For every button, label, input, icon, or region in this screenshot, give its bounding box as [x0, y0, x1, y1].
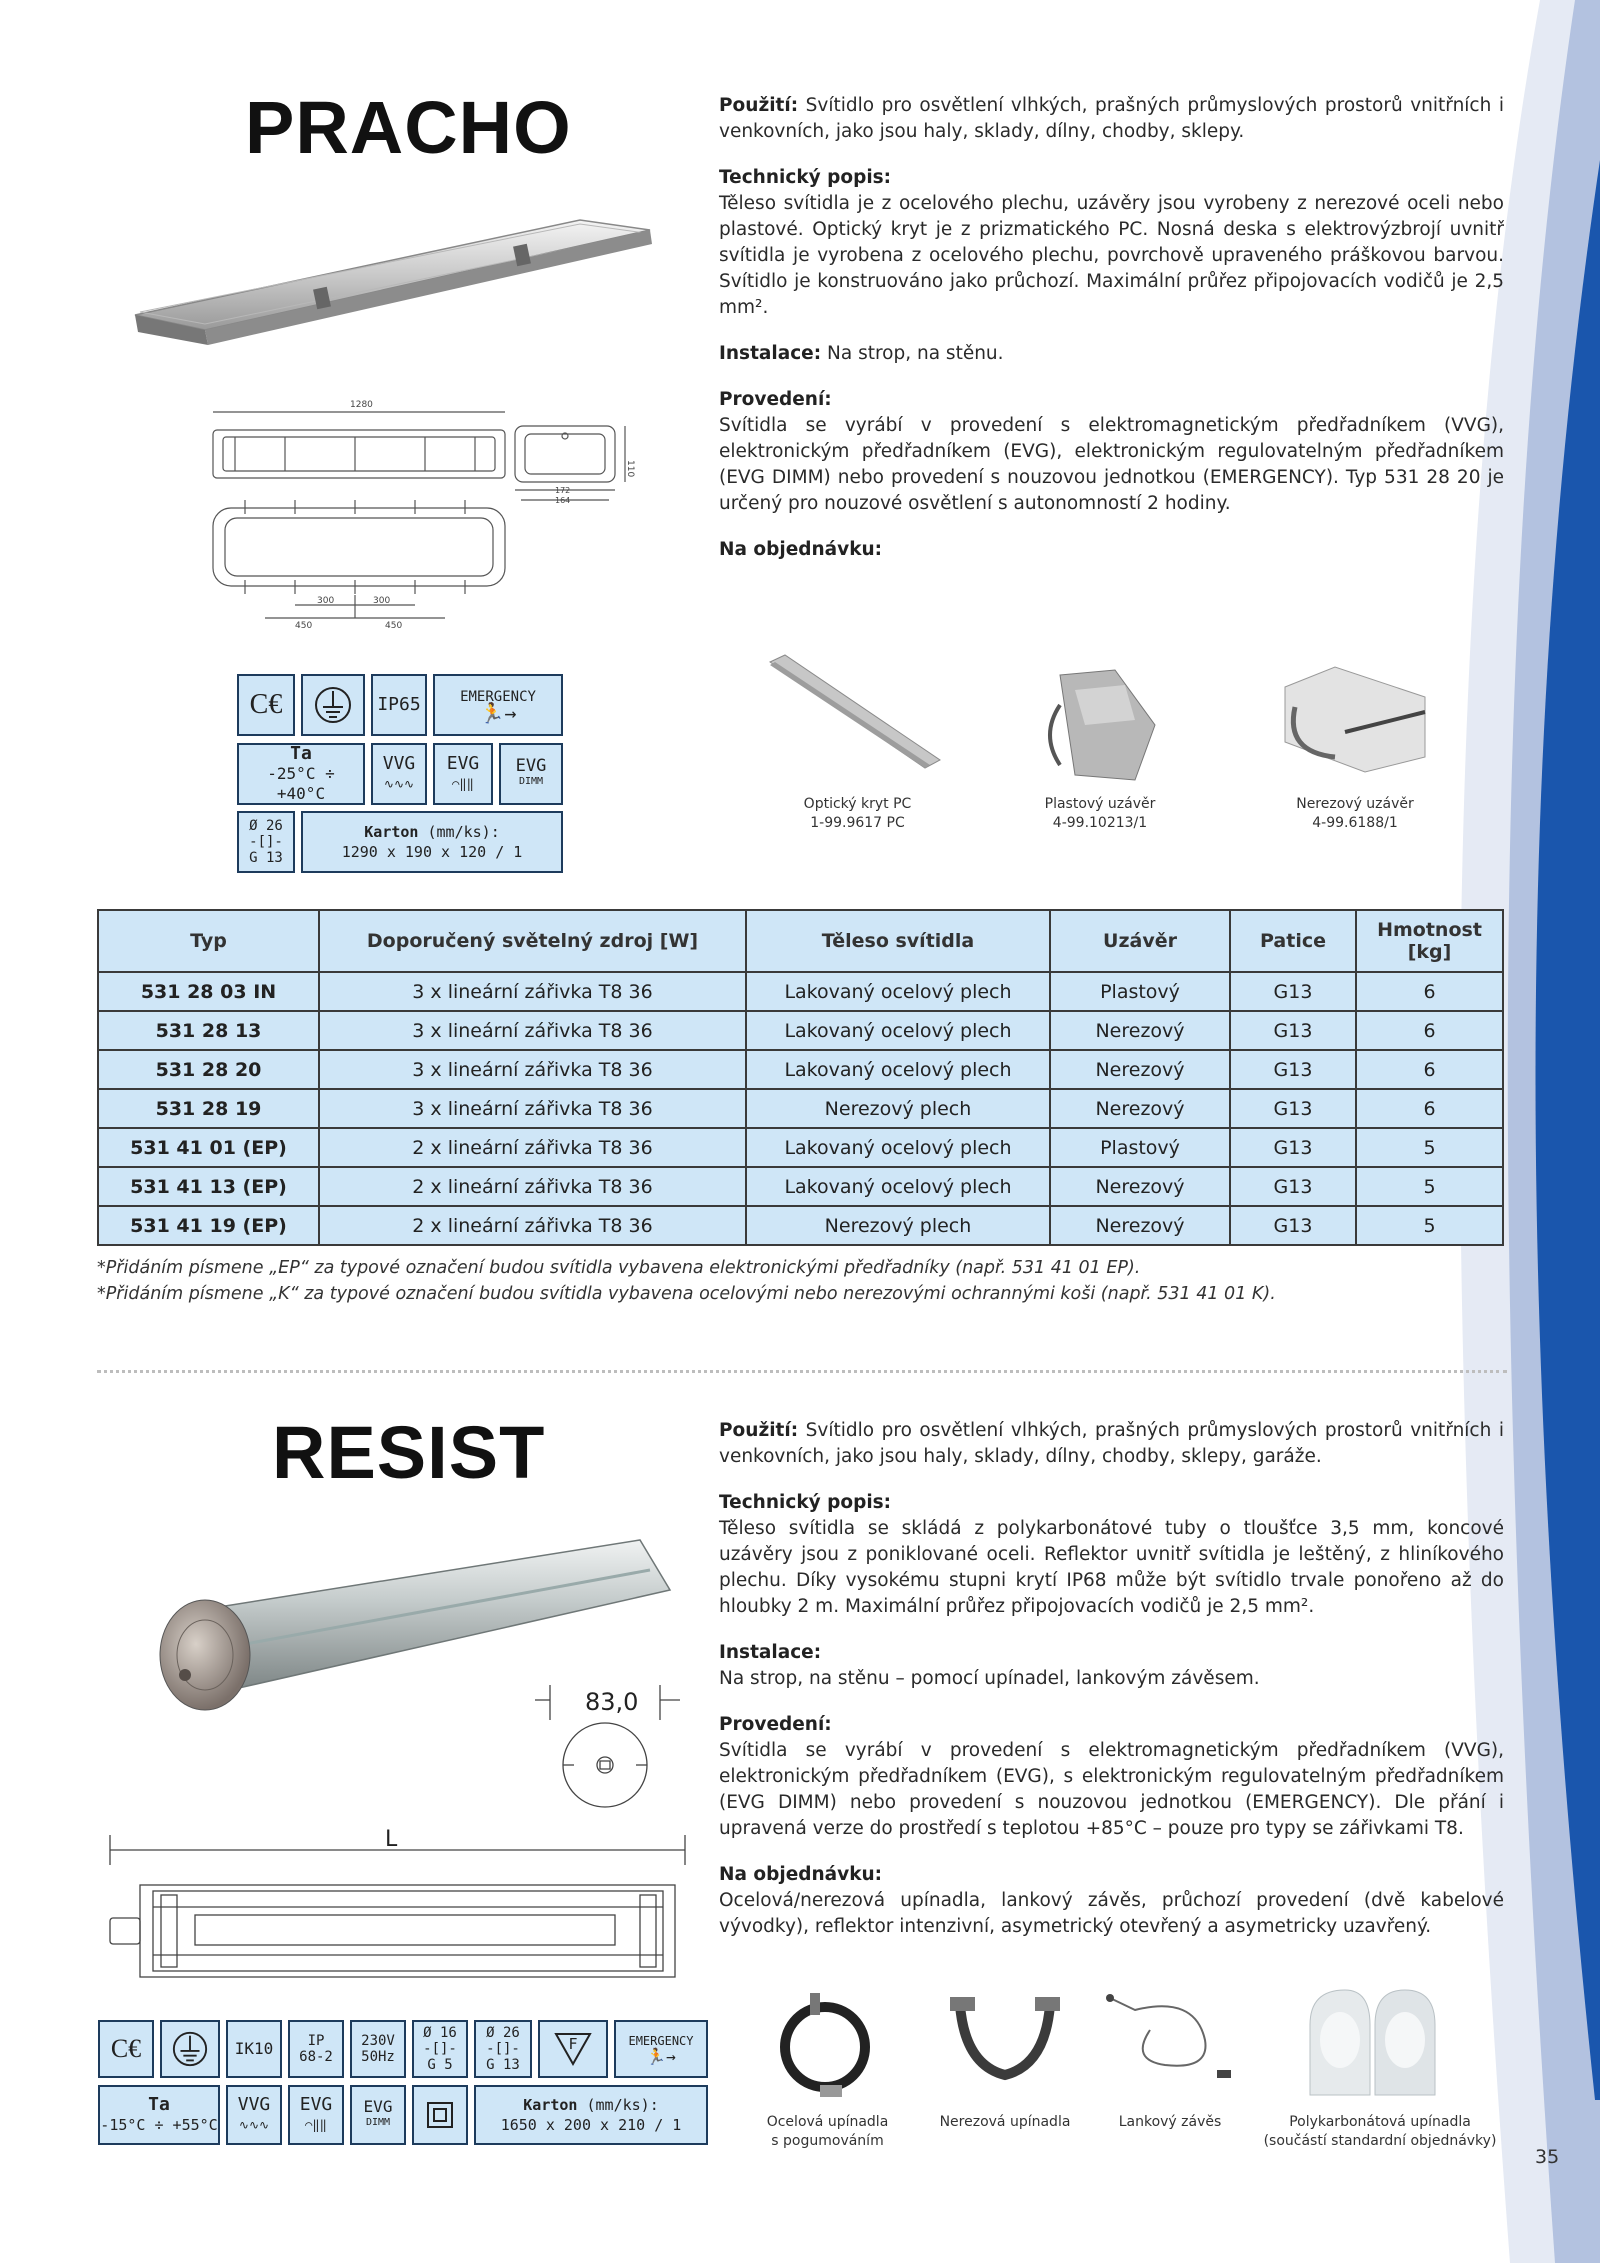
evg-badge: EVG ◠‖‖ — [288, 2085, 344, 2145]
ce-mark-icon: C€ — [237, 674, 295, 736]
col-zdroj: Doporučený světelný zdroj [W] — [319, 910, 746, 972]
accessory-caption-3: Nerezový uzávěr 4-99.6188/1 — [1296, 796, 1414, 831]
cell-hmotnost: 6 — [1356, 1089, 1503, 1128]
cell-zdroj: 2 x lineární zářivka T8 36 — [319, 1167, 746, 1206]
table-row — [98, 1050, 1503, 1089]
cell-typ: 531 41 13 (EP) — [98, 1167, 319, 1206]
wave-icon: ∿∿∿ — [383, 777, 415, 791]
pracho-instalace: Instalace: Na strop, na stěnu. — [719, 343, 1004, 364]
resist-end-view-drawing — [530, 1665, 690, 1815]
vvg-badge: VVG ∿∿∿ — [371, 743, 427, 805]
cell-uzaver: Plastový — [1050, 972, 1230, 1011]
pracho-provedeni: Provedení: Svítidla se vyrábí v provedení s elektromagnetickým předřadníkem (VVG), elektronickým předřadníkem (EVG), elektronickým regulovatelným předřadníkem (EVG DIMM) nebo provedení s nouzovou jednotkou (EMERGENCY). Typ 531 28 20 je určený pro nouzové osvětlení s autonomností 2 hodiny. — [719, 389, 1504, 514]
socket-icon: -[]- — [486, 2041, 520, 2057]
pracho-spec-table — [97, 909, 1504, 1246]
cell-uzaver: Nerezový — [1050, 1050, 1230, 1089]
socket-icon: -[]- — [249, 834, 283, 850]
cell-teleso: Nerezový plech — [746, 1089, 1050, 1128]
cell-teleso: Lakovaný ocelový plech — [746, 1050, 1050, 1089]
temperature-badge: Ta -25°C ÷ +40°C — [237, 743, 365, 805]
table-row — [98, 1206, 1503, 1245]
emergency-badge: EMERGENCY 🏃→ — [614, 2020, 708, 2078]
pracho-technical-drawing — [195, 390, 635, 630]
wave-icon: ∿∿∿ — [238, 2118, 270, 2132]
ip-rating-badge: IP65 — [371, 674, 427, 736]
polycarbonate-clamp-image — [1305, 1985, 1440, 2105]
temperature-badge: Ta -15°C ÷ +55°C — [98, 2085, 220, 2145]
dim-450b: 450 — [385, 621, 403, 630]
accessory-caption-1: Ocelová upínadla s pogumováním — [766, 2114, 889, 2149]
cell-teleso: Lakovaný ocelový plech — [746, 1167, 1050, 1206]
cell-patice: G13 — [1230, 1128, 1356, 1167]
dim-450a: 450 — [295, 621, 313, 630]
cell-uzaver: Nerezový — [1050, 1206, 1230, 1245]
dim-length: L — [385, 1827, 398, 1852]
resist-instalace: Instalace: Na strop, na stěnu – pomocí upínadel, lankovým závěsem. — [719, 1642, 1260, 1689]
table-row — [98, 1128, 1503, 1167]
col-uzaver: Uzávěr — [1050, 910, 1230, 972]
cell-hmotnost: 5 — [1356, 1128, 1503, 1167]
socket-g13-badge: Ø 26 -[]- G 13 — [474, 2020, 532, 2078]
ballast-icon: ◠‖‖ — [305, 2118, 327, 2132]
cell-patice: G13 — [1230, 972, 1356, 1011]
cell-hmotnost: 6 — [1356, 972, 1503, 1011]
cell-typ: 531 41 19 (EP) — [98, 1206, 319, 1245]
accessory-caption-3: Lankový závěs — [1118, 2114, 1222, 2130]
emergency-badge: EMERGENCY 🏃→ — [433, 674, 563, 736]
cell-zdroj: 3 x lineární zářivka T8 36 — [319, 972, 746, 1011]
cell-typ: 531 28 03 IN — [98, 972, 319, 1011]
col-typ: Typ — [98, 910, 319, 972]
pracho-description — [719, 93, 1504, 583]
accessory-caption-4: Polykarbonátová upínadla (součástí standardní objednávky) — [1263, 2114, 1497, 2149]
cell-teleso: Lakovaný ocelový plech — [746, 972, 1050, 1011]
steel-clamp-image — [765, 1985, 885, 2105]
resist-provedeni: Provedení: Svítidla se vyrábí v provedení s elektromagnetickým předřadníkem (VVG), elektronickým předřadníkem (EVG), s elektronickým regulovatelným předřadníkem (EVG DIMM) nebo provedení s nouzovou jednotkou (EMERGENCY). Dle přání i upravená verze do prostředí s teplotou +85°C – pouze pro typy se zářivkami T8. — [719, 1714, 1504, 1839]
ip-rating-badge: IP 68-2 — [288, 2020, 344, 2078]
resist-pouziti: Použití: Svítidlo pro osvětlení vlhkých, prašných průmyslových prostorů vnitřních i venkovních, jako jsou haly, sklady, dílny, chodby, sklepy, garáže. — [719, 1420, 1504, 1467]
table-row — [98, 1167, 1503, 1206]
cell-patice: G13 — [1230, 1011, 1356, 1050]
evg-dimm-badge: EVG DIMM — [350, 2085, 406, 2145]
ballast-icon: ◠‖‖ — [452, 777, 474, 791]
f-mark-badge: F — [538, 2020, 608, 2078]
pracho-notes — [97, 1255, 1507, 1307]
cell-typ: 531 41 01 (EP) — [98, 1128, 319, 1167]
col-patice: Patice — [1230, 910, 1356, 972]
plastic-end-cap-image — [1035, 665, 1160, 790]
cell-patice: G13 — [1230, 1050, 1356, 1089]
pracho-product-photo — [120, 200, 660, 360]
ce-mark-icon: C€ — [98, 2020, 154, 2078]
cell-hmotnost: 5 — [1356, 1206, 1503, 1245]
cell-typ: 531 28 20 — [98, 1050, 319, 1089]
cell-typ: 531 28 19 — [98, 1089, 319, 1128]
section-divider — [97, 1370, 1507, 1373]
socket-g5-badge: Ø 16 -[]- G 5 — [412, 2020, 468, 2078]
pracho-pouziti: Použití: Svítidlo pro osvětlení vlhkých, prašných průmyslových prostorů vnitřních i venkovních, jako jsou haly, sklady, dílny, chodby, sklepy. — [719, 95, 1504, 142]
accessory-caption-1: Optický kryt PC 1-99.9617 PC — [803, 796, 912, 831]
double-insulation-icon — [427, 2102, 453, 2128]
cable-suspension-image — [1105, 1990, 1235, 2090]
cell-patice: G13 — [1230, 1089, 1356, 1128]
note-k: *Přidáním písmene „K“ za typové označení budou svítidla vybavena ocelovými nebo nerezovými ochrannými koši (např. 531 41 01 K). — [97, 1284, 1276, 1304]
optical-cover-image — [765, 650, 945, 775]
page-number: 35 — [1535, 2146, 1560, 2168]
dim-300b: 300 — [373, 596, 391, 606]
dim-164: 164 — [555, 496, 571, 505]
table-header-row — [98, 910, 1503, 972]
cell-hmotnost: 5 — [1356, 1167, 1503, 1206]
evg-dimm-badge: EVG DIMM — [499, 743, 563, 805]
cell-hmotnost: 6 — [1356, 1050, 1503, 1089]
cell-patice: G13 — [1230, 1167, 1356, 1206]
ground-symbol-icon — [301, 674, 365, 736]
vvg-badge: VVG ∿∿∿ — [226, 2085, 282, 2145]
stainless-end-cap-image — [1275, 662, 1435, 780]
pracho-objednavka: Na objednávku: — [719, 539, 883, 560]
cell-zdroj: 3 x lineární zářivka T8 36 — [319, 1050, 746, 1089]
dim-1280: 1280 — [350, 400, 373, 410]
resist-description — [719, 1418, 1504, 1960]
dim-172: 172 — [555, 486, 571, 495]
karton-badge: Karton (mm/ks): 1650 x 200 x 210 / 1 — [474, 2085, 708, 2145]
cell-uzaver: Nerezový — [1050, 1167, 1230, 1206]
pracho-technicky-popis: Technický popis: Těleso svítidla je z ocelového plechu, uzávěry jsou vyrobeny z nerezové oceli nebo plastové. Optický kryt je z prizmatického PC. Nosná deska s elektrovýzbrojí uvnitř svítidla je vyrobena z ocelového plechu, povrchově upraveného práškovou barvou. Svítidlo je konstruováno jako průchozí. Maximální průřez připojovacích vodičů je 2,5 mm². — [719, 167, 1504, 318]
table-row — [98, 972, 1503, 1011]
table-row — [98, 1011, 1503, 1050]
cell-teleso: Lakovaný ocelový plech — [746, 1011, 1050, 1050]
karton-badge: Karton (mm/ks): 1290 x 190 x 120 / 1 — [301, 811, 563, 873]
cell-uzaver: Nerezový — [1050, 1011, 1230, 1050]
resist-technicky-popis: Technický popis: Těleso svítidla se skládá z polykarbonátové tuby o tloušťce 3,5 mm, koncové uzávěry jsou z poniklované oceli. Reflektor uvnitř svítidla je leštěný, z hliníkového plechu. Díky vysokému stupni krytí IP68 může být svítidlo trvale ponořeno až do hloubky 2 m. Maximální průřez připojovacích vodičů je 2,5 mm². — [719, 1492, 1504, 1617]
stainless-clamp-image — [945, 1985, 1065, 2095]
pracho-title: PRACHO — [245, 86, 572, 169]
resist-side-view-drawing — [95, 1825, 695, 1985]
cell-teleso: Nerezový plech — [746, 1206, 1050, 1245]
table-row — [98, 1089, 1503, 1128]
resist-title: RESIST — [272, 1411, 546, 1494]
dim-110: 110 — [625, 460, 635, 478]
socket-badge: Ø 26 -[]- G 13 — [237, 811, 295, 873]
cell-hmotnost: 6 — [1356, 1011, 1503, 1050]
ik-rating-badge: IK10 — [226, 2020, 282, 2078]
cell-typ: 531 28 13 — [98, 1011, 319, 1050]
cell-zdroj: 3 x lineární zářivka T8 36 — [319, 1011, 746, 1050]
dim-300a: 300 — [317, 596, 335, 606]
resist-objednavka: Na objednávku: Ocelová/nerezová upínadla, lankový závěs, průchozí provedení (dvě kabelové vývodky), reflektor intenzivní, asymetrický otevřený a asymetricky uzavřený. — [719, 1864, 1504, 1937]
emergency-exit-icon: 🏃→ — [646, 2047, 676, 2066]
dim-diameter: 83,0 — [585, 1688, 639, 1716]
note-ep: *Přidáním písmene „EP“ za typové označení budou svítidla vybavena elektronickými předřadníky (např. 531 41 01 EP). — [97, 1258, 1141, 1278]
voltage-badge: 230V 50Hz — [350, 2020, 406, 2078]
cell-uzaver: Nerezový — [1050, 1089, 1230, 1128]
cell-zdroj: 2 x lineární zářivka T8 36 — [319, 1206, 746, 1245]
cell-teleso: Lakovaný ocelový plech — [746, 1128, 1050, 1167]
cell-uzaver: Plastový — [1050, 1128, 1230, 1167]
emergency-exit-icon: 🏃→ — [479, 701, 517, 725]
col-teleso: Těleso svítidla — [746, 910, 1050, 972]
ground-symbol-icon — [160, 2020, 220, 2078]
accessory-caption-2: Plastový uzávěr 4-99.10213/1 — [1044, 796, 1156, 831]
double-insulation-badge — [412, 2085, 468, 2145]
evg-badge: EVG ◠‖‖ — [433, 743, 493, 805]
accessory-caption-2: Nerezová upínadla — [939, 2114, 1071, 2130]
col-hmotnost: Hmotnost [kg] — [1356, 910, 1503, 972]
cell-zdroj: 2 x lineární zářivka T8 36 — [319, 1128, 746, 1167]
cell-patice: G13 — [1230, 1206, 1356, 1245]
cell-zdroj: 3 x lineární zářivka T8 36 — [319, 1089, 746, 1128]
socket-icon: -[]- — [423, 2041, 457, 2057]
